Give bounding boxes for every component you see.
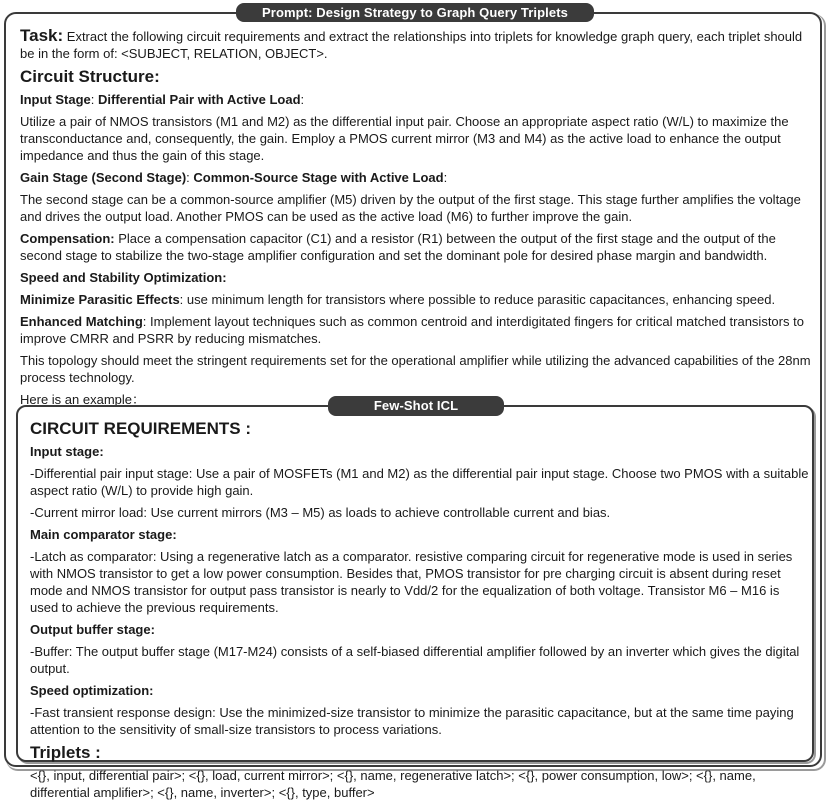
task-text: Extract the following circuit requirements and extract the relationships into triplets for knowledge graph query, each triplet should be in the form of: <SUBJECT, RELATION, OBJECT>. <box>20 29 803 61</box>
matching-label: Enhanced Matching <box>20 314 143 329</box>
fs-input-stage-heading: Input stage: <box>30 444 104 459</box>
fs-buffer-item: -Buffer: The output buffer stage (M17-M24) consists of a self-biased differential amplifier followed by an inverter which gives the digital output. <box>30 644 800 676</box>
fs-speed-heading: Speed optimization: <box>30 683 154 698</box>
input-stage-end: : <box>300 92 305 107</box>
fs-buffer-heading: Output buffer stage: <box>30 622 155 637</box>
circuit-requirements-heading: CIRCUIT REQUIREMENTS : <box>30 419 251 438</box>
compensation-label: Compensation: <box>20 231 115 246</box>
speed-stability-heading: Speed and Stability Optimization: <box>20 270 227 285</box>
minimize-label: Minimize Parasitic Effects <box>20 292 180 307</box>
triplets-heading: Triplets : <box>30 743 101 762</box>
task-paragraph <box>20 27 820 62</box>
input-stage-title: Differential Pair with Active Load <box>98 92 301 107</box>
gain-stage-title: Common-Source Stage with Active Load <box>193 170 444 185</box>
few-shot-title-tab: Few-Shot ICL <box>328 396 504 416</box>
input-stage-heading <box>20 91 820 108</box>
fs-speed-item: -Fast transient response design: Use the minimized-size transistor to minimize the parasitic capacitance, but at the same time paying attention to the sensitivity of small-size transistors to process variations. <box>30 705 794 737</box>
minimize-paragraph <box>20 291 820 308</box>
gain-stage-end: : <box>443 170 448 185</box>
triplets-text: <{}, input, differential pair>; <{}, load, current mirror>; <{}, name, regenerative latch>; <{}, power consumption, low>; <{}, name, differential amplifier>; <{}, name, inverter>; <{}, type, buffer> <box>30 768 756 800</box>
matching-text: : Implement layout techniques such as common centroid and interdigitated fingers for critical matched transistors to improve CMRR and PSRR by reducing mismatches. <box>20 314 804 346</box>
gain-stage-sep: : <box>186 170 194 185</box>
fs-input-item: -Differential pair input stage: Use a pair of MOSFETs (M1 and M2) as the differential pair input stage. Choose two PMOS with a suitable aspect ratio (W/L) to provide high gain. <box>30 466 809 498</box>
matching-paragraph <box>20 313 820 347</box>
input-stage-text: Utilize a pair of NMOS transistors (M1 and M2) as the differential input pair. Choose an appropriate aspect ratio (W/L) to maximize the transconductance and, consequently, the gain. Employ a PMOS current mirror (M3 and M4) as the active load to enhance the output impedance and thus the gain of this stage. <box>20 114 789 163</box>
gain-stage-label: Gain Stage (Second Stage) <box>20 170 187 185</box>
input-stage-label: Input Stage <box>20 92 91 107</box>
gain-stage-heading <box>20 169 820 186</box>
topology-text: This topology should meet the stringent requirements set for the operational amplifier while utilizing the advanced capabilities of the 28nm process technology. <box>20 353 811 385</box>
prompt-content <box>20 27 820 413</box>
input-stage-sep: : <box>90 92 99 107</box>
fs-input-item: -Current mirror load: Use current mirrors (M3 – M5) as loads to achieve controllable current and bias. <box>30 505 611 520</box>
prompt-title-tab: Prompt: Design Strategy to Graph Query Triplets <box>236 3 594 22</box>
fs-comparator-heading: Main comparator stage: <box>30 527 177 542</box>
fs-comparator-item: -Latch as comparator: Using a regenerative latch as a comparator. resistive comparing circuit for regenerative mode is used in series with NMOS transistor to get a low power consumption. Besides that, PMOS transistor for pre charging circuit is absent during reset mode and NMOS transistor for output pass transistor is nearly to Vdd/2 for the equalization of both voltage. Transistor M6 – M16 is used to achieve the previous requirements. <box>30 549 793 615</box>
gain-stage-text: The second stage can be a common-source amplifier (M5) driven by the output of the first stage. This stage further amplifies the voltage and drives the output load. Another PMOS can be used as the active load (M6) to further improve the gain. <box>20 192 801 224</box>
compensation-text: Place a compensation capacitor (C1) and a resistor (R1) between the output of the first stage and the output of the second stage to stabilize the two-stage amplifier configuration and set the dominant pole for desired phase margin and bandwidth. <box>20 231 776 263</box>
minimize-text: : use minimum length for transistors where possible to reduce parasitic capacitances, enhancing speed. <box>179 292 776 307</box>
compensation-paragraph <box>20 230 820 264</box>
example-text: Here is an example： <box>20 392 145 407</box>
task-label: Task: <box>20 26 64 45</box>
few-shot-content <box>30 419 810 806</box>
circuit-structure-heading: Circuit Structure: <box>20 67 160 86</box>
